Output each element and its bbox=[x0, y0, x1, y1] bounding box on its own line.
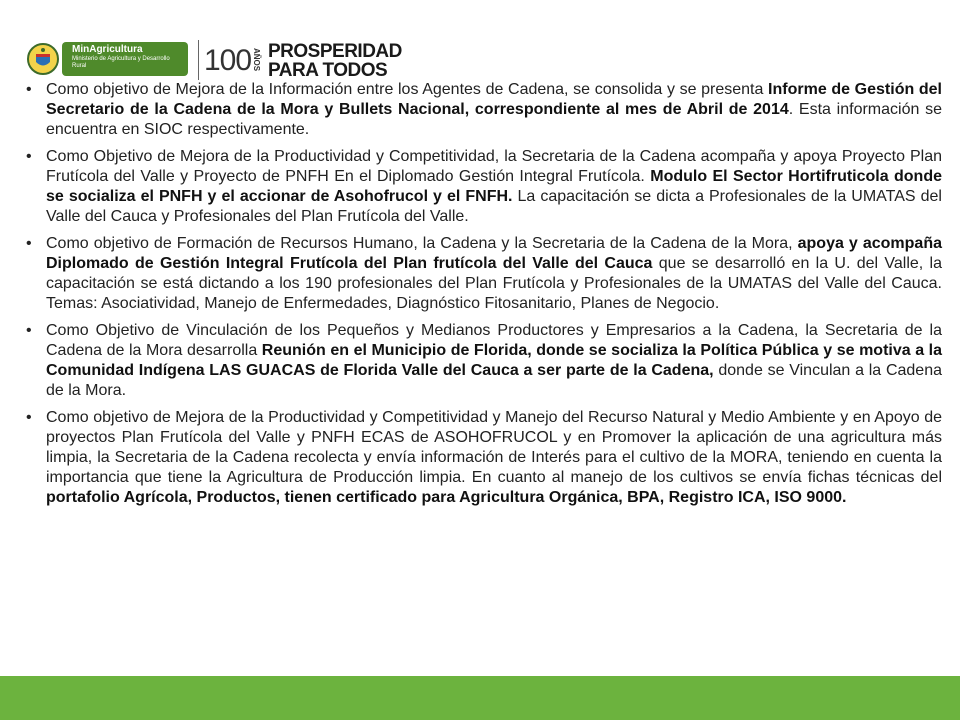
text-segment: Como objetivo de Formación de Recursos Humano, la Cadena y la Secretaria de la Cadena de la Mora, bbox=[46, 235, 798, 252]
prosperidad-line1: PROSPERIDAD bbox=[268, 41, 402, 62]
minagricultura-logo bbox=[62, 42, 188, 76]
text-segment: La capacitación se dicta a Profesionales de la UMATAS del Valle del Cauca y Profesionales del Plan Frutícola del Valle. bbox=[46, 188, 942, 225]
bullet-marker: • bbox=[26, 409, 32, 426]
bullet-list bbox=[20, 80, 942, 508]
footer-bar bbox=[0, 676, 960, 720]
bullet-item bbox=[20, 80, 942, 140]
text-segment: Como objetivo de Mejora de la Información entre los Agentes de Cadena, se consolida y se presenta bbox=[46, 81, 769, 98]
header-logos bbox=[22, 38, 402, 84]
text-segment: . Esta información se encuentra en SIOC respectivamente. bbox=[46, 101, 942, 138]
centenary-number: 100 bbox=[204, 44, 252, 77]
bold-text-segment: Informe de Gestión del Secretario de la Cadena de la Mora y Bullets Nacional, correspondiente al mes de Abril de 2014 bbox=[46, 81, 943, 118]
prosperidad-logo bbox=[268, 42, 402, 80]
bullet-marker: • bbox=[26, 322, 32, 339]
text-segment: Como objetivo de Mejora de la Productividad y Competitividad y Manejo del Recurso Natural y Medio Ambiente y en Apoyo de proyectos Plan Frutícola del Valle y PNFH ECAS de ASOHOFRUCOL y en Promover la aplicación de una agricultura más limpia, la Secretaria de la Cadena recolecta y envía información de Interés para el cultivo de la MORA, teniendo en cuenta la importancia que tiene la Agricultura de Producción limpia. En cuanto al manejo de los cultivos se envía fichas técnicas del bbox=[46, 409, 942, 486]
bold-text-segment: portafolio Agrícola, Productos, tienen certificado para Agricultura Orgánica, BPA, Registro ICA, ISO 9000. bbox=[46, 489, 847, 506]
bold-text-segment: Reunión en el Municipio de Florida, donde se socializa la Política Pública y se motiva a la Comunidad Indígena LAS GUACAS de Florida Valle del Cauca a ser parte de la Cadena, bbox=[46, 342, 942, 379]
bullet-marker: • bbox=[26, 235, 32, 252]
bullet-item bbox=[20, 147, 942, 227]
bold-text-segment: apoya y acompaña Diplomado de Gestión Integral Frutícola del Plan frutícola del Valle del Cauca bbox=[46, 235, 942, 272]
colombia-coat-of-arms-icon bbox=[26, 42, 60, 76]
bullet-marker: • bbox=[26, 148, 32, 165]
bullet-item bbox=[20, 408, 942, 508]
minagricultura-logo-title: MinAgricultura bbox=[72, 44, 143, 55]
slide-content bbox=[20, 80, 942, 515]
logo-divider bbox=[198, 40, 199, 80]
bullet-marker: • bbox=[26, 81, 32, 98]
prosperidad-line2: PARA TODOS bbox=[268, 60, 388, 81]
bullet-item bbox=[20, 321, 942, 401]
text-segment: Como Objetivo de Mejora de la Productividad y Competitividad, la Secretaria de la Cadena acompaña y apoya Proyecto Plan Frutícola del Valle y Proyecto de PNFH En el Diplomado Gestión Integral Frutícola. bbox=[46, 148, 942, 185]
text-segment: que se desarrolló en la U. del Valle, la capacitación se está dictando a los 190 profesionales del Plan Frutícola y Profesionales de la UMATAS del Valle del Cauca. Temas: Asociatividad, Manejo de Enfermedades, Diagnóstico Fitosanitario, Planes de Negocio. bbox=[46, 255, 943, 312]
minagricultura-logo-subtitle: Ministerio de Agricultura y Desarrollo Rural bbox=[72, 56, 170, 69]
centenary-anos: AÑOS bbox=[252, 48, 261, 72]
bullet-item bbox=[20, 234, 942, 314]
text-segment: donde se Vinculan a la Cadena de la Mora. bbox=[46, 362, 942, 399]
text-segment: Como Objetivo de Vinculación de los Pequeños y Medianos Productores y Empresarios a la Cadena, la Secretaria de la Cadena de la Mora desarrolla bbox=[46, 322, 942, 359]
bold-text-segment: Modulo El Sector Hortifruticola donde se socializa el PNFH y el accionar de Asohofrucol y el FNFH. bbox=[46, 168, 943, 205]
